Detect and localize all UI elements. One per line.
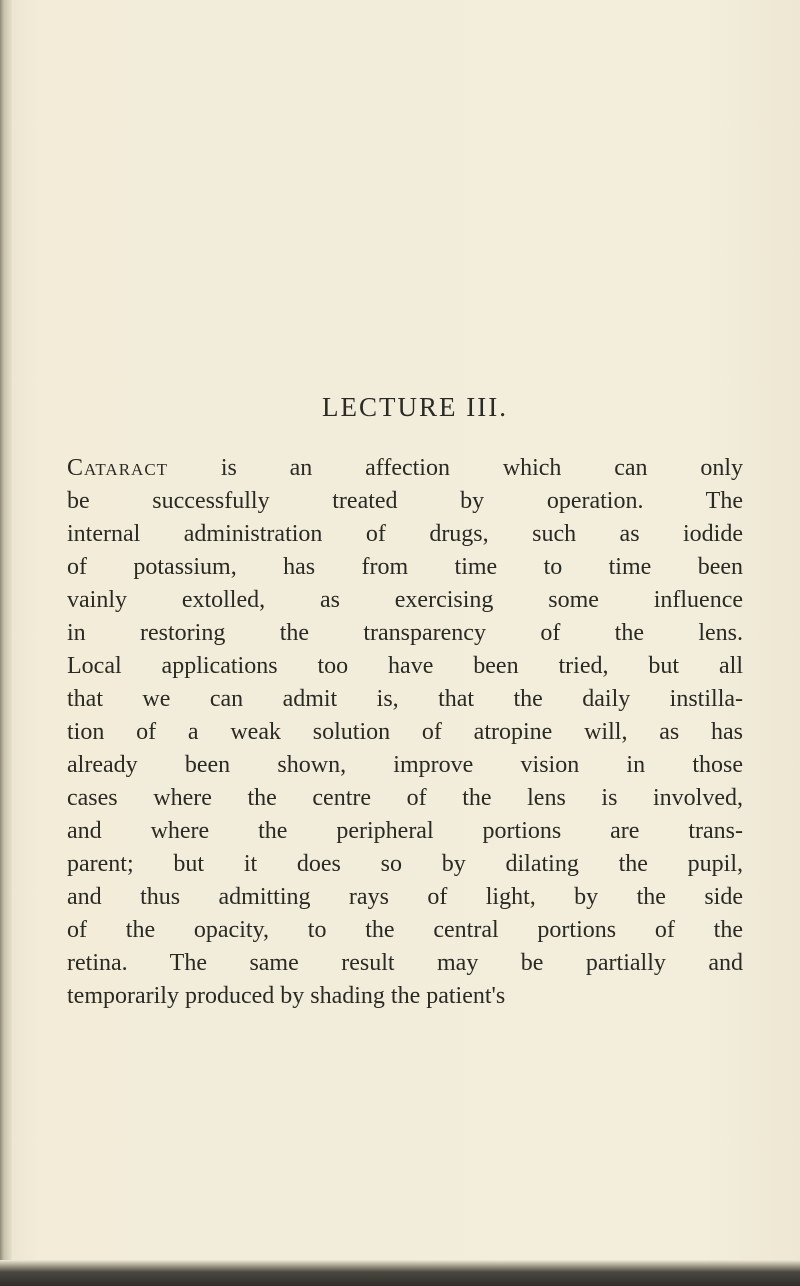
text-line: internal administration of drugs, such as iodide (67, 521, 743, 547)
text-line: vainly extolled, as exercising some influence (67, 587, 743, 613)
text-line: and where the peripheral portions are trans- (67, 818, 743, 844)
text-line (67, 452, 743, 485)
lead-word: Cataract (67, 455, 169, 481)
text-line: Local applications too have been tried, but all (67, 653, 743, 679)
page-binding-edge (0, 0, 12, 1286)
text-line: in restoring the transparency of the lens. (67, 620, 743, 646)
text-line: that we can admit is, that the daily instilla- (67, 686, 743, 712)
text-line: of potassium, has from time to time been (67, 554, 743, 580)
lecture-heading (0, 392, 800, 423)
text-line: retina. The same result may be partially and (67, 950, 743, 976)
text-line: parent; but it does so by dilating the pupil, (67, 851, 743, 877)
text-line-content: is an affection which can only (168, 455, 743, 481)
text-line: and thus admitting rays of light, by the side (67, 884, 743, 910)
text-line: be successfully treated by operation. The (67, 488, 743, 514)
text-line: cases where the centre of the lens is involved, (67, 785, 743, 811)
body-paragraph (67, 452, 743, 1013)
heading-text: LECTURE III. (322, 392, 508, 422)
text-line: already been shown, improve vision in those (67, 752, 743, 778)
text-line: tion of a weak solution of atropine will, as has (67, 719, 743, 745)
text-line: of the opacity, to the central portions of the (67, 917, 743, 943)
page-bottom-edge (0, 1260, 800, 1286)
text-line: temporarily produced by shading the patient's (67, 983, 506, 1009)
